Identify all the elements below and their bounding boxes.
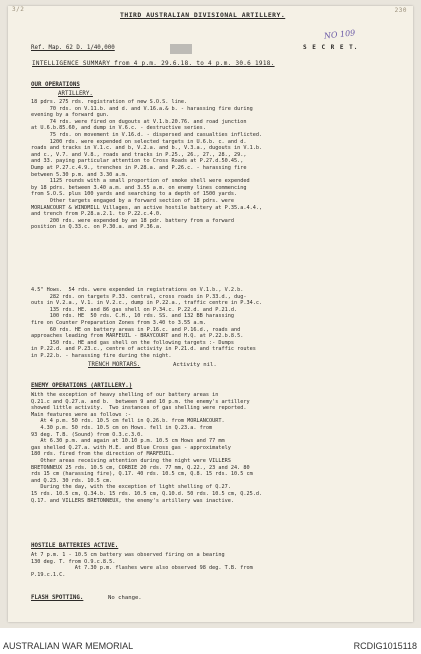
corner-reference: 3/2 [12, 6, 25, 13]
archive-id: RCDIG1015118 [353, 641, 417, 651]
secret-classification: S E C R E T. [303, 44, 359, 51]
section-enemy-operations: ENEMY OPERATIONS (ARTILLERY.) [31, 383, 133, 389]
archive-footer [0, 628, 421, 654]
archive-name: AUSTRALIAN WAR MEMORIAL [3, 641, 134, 651]
paragraph-18pdrs: 18 pdrs. 275 rds. registration of new S.O.S. line. 70 rds. on V.11.b. and d. and V.16.a.& b. - harassing fire during evening by a forward gun. 74 rds. were fired on dugouts at V.1.b.20.76. and road junction at U.6.b.85.60, and dump in V.6.c. - destructive series. 75 rds. on movement in V.16.d. - dispersed and casualties inflicted. 1200 rds. were expended on selected targets in U.6.b. c. and d. roads and tracks in V.1.c. and b, V.2.a. and b., V.3.a., dugouts in V.1.b. and c., V.7. and V.8., roads and tracks in P.25., 26., 27., 28., 29., and 33. paying particular attention to Cross Roads at P.27.d.50.45., Dump at P.27.c.4.9., trenches in P.28.a. and P.26.c. - harassing fire between 5.30 p.m. and 3.30 a.m. 1125 rounds with a small proportion of smoke shell were expended by 18 pdrs. between 3.40 a.m. and 3.55 a.m. on enemy lines commencing from S.O.S. plus 100 yards and searching to a depth of 1500 yards. Other targets engaged by a forward section of 18 pdrs. were MORLANCOURT & WINDMILL Villages, an active hostile battery at P.35.a.4.4., and trench from P.28.a.2.1. to P.22.c.4.0. 200 rds. were expended by an 18 pdr. battery from a forward position in Q.33.c. on P.30.a. and P.36.a. [31, 99, 263, 231]
summary-title: INTELLIGENCE SUMMARY from 4 p.m. 29.6.18. to 4 p.m. 30.6 1918. [32, 60, 275, 67]
formation-heading: THIRD AUSTRALIAN DIVISIONAL ARTILLERY. [120, 11, 286, 19]
trench-mortar-activity: Activity nil. [173, 362, 217, 368]
document-page [8, 6, 413, 622]
paragraph-enemy-artillery: With the exception of heavy shelling of our battery areas in Q.21.c and Q.27.a. and b. between 9 and 10 p.m. the enemy's artillery showed little activity. Two instances of gas shelling were reported. Main features were as follows :- At 4 p.m. 50 rds. 10.5 cm fell in Q.26.b. from MORLANCOURT. 4.30 p.m. 50 rds. 10.5 cm on Hows. fell in Q.23.a. from 93 deg. T.B. (Sound) from O.3.c.3.0. At 6.30 p.m. and again at 10.10 p.m. 10.5 cm Hows and 77 mm gas shelled Q.27.a. with H.E. and Blue Cross gas - approximately 180 rds. fired from the direction of MARFEUIL. Other areas receiving attention during the night were VILLERS BRETONNEUX 25 rds. 10.5 cm, CORBIE 20 rds. 77 mm, Q.22., 23 and 24. 80 rds 15 cm (harassing fire), Q.17. 40 rds. 10.5 cm, Q.8. 15 rds. 10.5 cm and Q.23. 30 rds. 10.5 cm. During the day, with the exception of light shelling of Q.27. 15 rds. 10.5 cm, Q.34.b. 15 rds. 10.5 cm, Q.10.d. 50 rds. 10.5 cm, Q.25.d. Q.17. and VILLERS BRETONNEUX, the enemy's artillery was inactive. [31, 392, 263, 504]
subsection-trench-mortars: TRENCH MORTARS. [88, 362, 141, 368]
page-number: 230 [394, 7, 407, 14]
section-hostile-batteries: HOSTILE BATTERIES ACTIVE. [31, 543, 119, 549]
paragraph-hows: 4.5" Hows. 54 rds. were expended in registrations on V.1.b., V.2.b. 282 rds. on targets P.33. central, cross roads in P.33.d., dug- outs in V.2.a., V.1. in V.2.c., dump in P.22.a., traffic centre in P.34.c. 135 rds. HE. and 86 gas shell on P.34.c. P.22.d. and P.21.d. 100 rds. HE 50 rds. C.H., 10 rds. SS. and 132 BB harassing fire on Counter Preparation Zones from 3.40 to 3.55 a.m. 60 rds. HE on battery areas in P.16.c. and P.16.d., roads and approaches leading from MARFEUIL - BRAYCOURT and H.Q. at P.22.b.8.5. 150 rds. HE and gas shell on the following targets :- Dumps in P.22.d. and P.23.c., centre of activity in P.21.d. and traffic routes in P.22.b. - harassing fire during the night. [31, 287, 263, 359]
paragraph-hostile-batteries: At 7 p.m. 1 - 10.5 cm battery was observed firing on a bearing 130 deg. T. from O.9.c.8.5. At 7.30 p.m. flashes were also observed 98 deg. T.B. from P.19.c.1.C. [31, 552, 253, 578]
section-our-operations: OUR OPERATIONS [31, 82, 80, 88]
subsection-artillery: ARTILLERY. [58, 91, 93, 97]
handwritten-annotation: NO 109 [323, 28, 356, 41]
section-flash-spotting: FLASH SPOTTING. [31, 595, 84, 601]
map-reference: Ref. Map. 62 D. 1/40,000 [31, 45, 115, 51]
redaction-stamp [170, 44, 192, 54]
flash-spotting-status: No change. [108, 595, 142, 601]
